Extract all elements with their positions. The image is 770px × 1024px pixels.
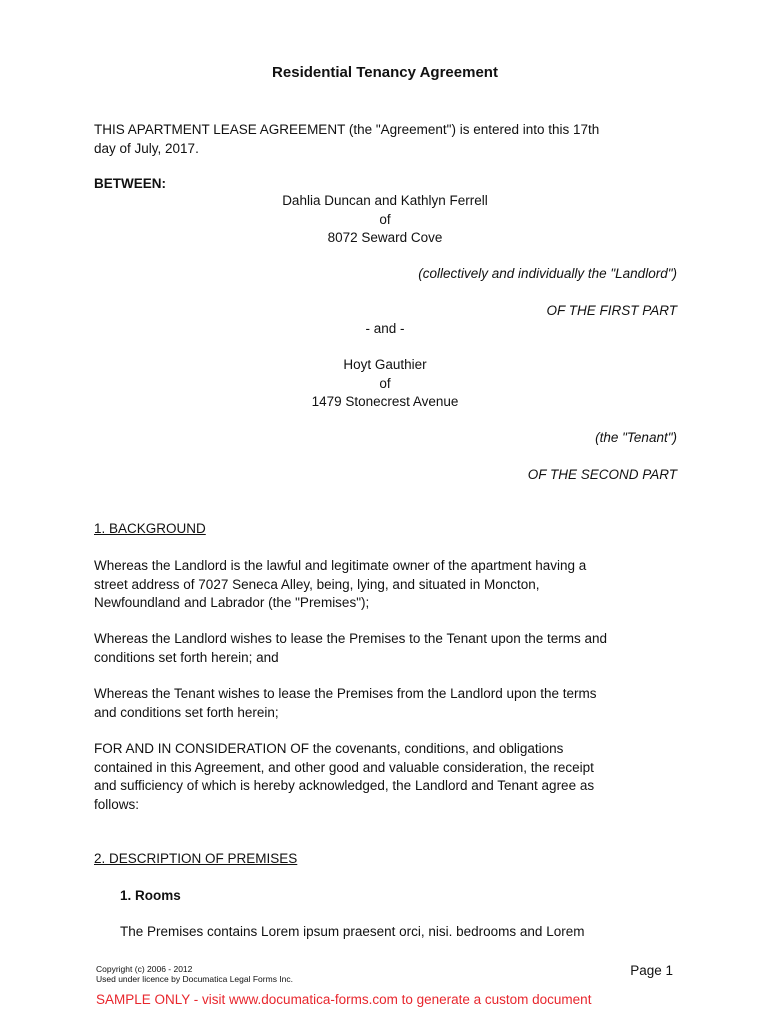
- section-background: [94, 520, 684, 539]
- tenant-of: of: [379, 375, 391, 391]
- paragraph-line: FOR AND IN CONSIDERATION OF the covenants, conditions, and obligations: [94, 741, 564, 756]
- paragraph-line: Whereas the Landlord wishes to lease the Premises to the Tenant upon the terms and: [94, 631, 608, 646]
- paragraph-line: Newfoundland and Labrador (the "Premises");: [94, 595, 370, 610]
- paragraph-line: The Premises contains Lorem ipsum praesent orci, nisi. bedrooms and Lorem: [120, 924, 585, 939]
- footer-copyright: [96, 965, 293, 984]
- paragraph-line: and conditions set forth herein;: [94, 704, 279, 720]
- second-part-label: OF THE SECOND PART: [527, 467, 677, 482]
- paragraph-line: contained in this Agreement, and other good and valuable consideration, the receipt: [94, 759, 594, 775]
- landlord-designation: (collectively and individually the "Landlord"): [418, 266, 677, 281]
- copyright-text: Copyright (c) 2006 - 2012: [96, 964, 193, 974]
- section-heading-description: 2. DESCRIPTION OF PREMISES: [94, 851, 298, 866]
- rooms-paragraph: [120, 923, 680, 942]
- and-separator: - and -: [365, 321, 405, 336]
- sample-notice: SAMPLE ONLY - visit www.documatica-forms.com to generate a custom document: [96, 992, 592, 1007]
- background-paragraph-3: [94, 685, 684, 722]
- background-paragraph-1: [94, 557, 684, 613]
- background-paragraph-2: [94, 630, 684, 667]
- tenant-block: [200, 356, 570, 412]
- paragraph-line: and sufficiency of which is hereby acknowledged, the Landlord and Tenant agree as: [94, 778, 595, 793]
- tenant-designation: (the "Tenant"): [595, 430, 677, 445]
- between-label: BETWEEN:: [94, 176, 166, 191]
- document-title: Residential Tenancy Agreement: [272, 64, 498, 81]
- tenant-address: 1479 Stonecrest Avenue: [311, 394, 459, 409]
- landlord-of: of: [379, 211, 391, 227]
- intro-paragraph: [94, 121, 684, 158]
- first-part-label: OF THE FIRST PART: [546, 303, 677, 318]
- paragraph-line: street address of 7027 Seneca Alley, being, lying, and situated in Moncton,: [94, 576, 540, 592]
- landlord-name: Dahlia Duncan and Kathlyn Ferrell: [282, 193, 488, 208]
- intro-line: day of July, 2017.: [94, 140, 199, 156]
- subsection-rooms-heading: 1. Rooms: [120, 888, 181, 903]
- section-heading-background: 1. BACKGROUND: [94, 521, 206, 536]
- licence-text: Used under licence by Documatica Legal Forms Inc.: [96, 973, 294, 984]
- page-number: Page 1: [630, 963, 673, 978]
- paragraph-line: conditions set forth herein; and: [94, 649, 279, 665]
- consideration-paragraph: [94, 740, 684, 814]
- tenant-name: Hoyt Gauthier: [343, 357, 427, 372]
- landlord-address: 8072 Seward Cove: [327, 230, 443, 245]
- paragraph-line: Whereas the Landlord is the lawful and legitimate owner of the apartment having a: [94, 558, 587, 573]
- paragraph-line: follows:: [94, 796, 140, 812]
- landlord-block: [200, 192, 570, 248]
- paragraph-line: Whereas the Tenant wishes to lease the Premises from the Landlord upon the terms: [94, 686, 597, 701]
- section-description: [94, 850, 684, 869]
- intro-line: THIS APARTMENT LEASE AGREEMENT (the "Agreement") is entered into this 17th: [94, 122, 600, 137]
